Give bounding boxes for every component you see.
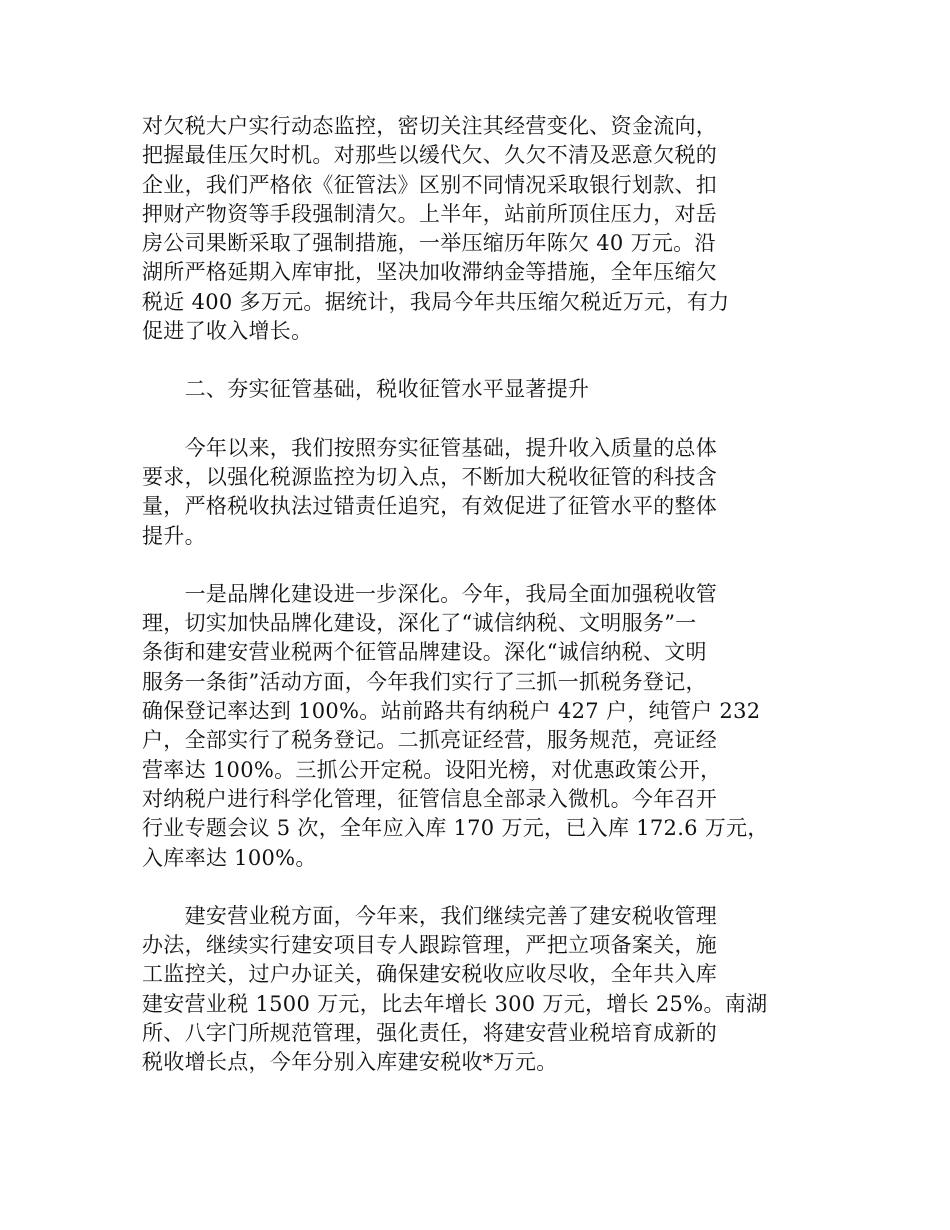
text-line: 建安营业税 1500 万元，比去年增长 300 万元，增长 25%。南湖 [142,991,768,1016]
text-line: 办法，继续实行建安项目专人跟踪管理，严把立项备案关，施 [142,933,718,958]
text-line: 促进了收入增长。 [142,319,313,344]
text-line: 确保登记率达到 100%。站前路共有纳税户 427 户，纯管户 232 [142,699,761,724]
text-line: 对欠税大户实行动态监控，密切关注其经营变化、资金流向， [142,114,718,138]
text-line: 对纳税户进行科学化管理，征管信息全部录入微机。今年召开 [142,786,718,811]
paragraph-spacer [142,405,814,434]
text-line: 建安营业税方面，今年来，我们继续完善了建安税收管理 [142,903,718,928]
text-line: 量，严格税收执法过错责任追究，有效促进了征管水平的整体 [142,494,718,519]
text-line: 理，切实加快品牌化建设，深化了“诚信纳税、文明服务”一 [142,611,697,636]
paragraph-spacer [142,873,814,902]
text-line: 入库率达 100%。 [142,845,317,870]
text-line: 要求，以强化税源监控为切入点，不断加大税收征管的科技含 [142,464,718,489]
document-body [142,112,814,1078]
text-line: 今年以来，我们按照夯实征管基础，提升收入质量的总体 [142,435,718,460]
text-line: 户，全部实行了税务登记。二抓亮证经营，服务规范，亮证经 [142,728,718,753]
paragraph-overview [142,434,814,551]
text-line: 把握最佳压欠时机。对那些以缓代欠、久欠不清及恶意欠税的 [142,143,718,168]
text-line: 工监控关，过户办证关，确保建安税收应收尽收，全年共入库 [142,962,718,987]
text-line: 行业专题会议 5 次，全年应入库 170 万元，已入库 172.6 万元， [142,816,769,841]
paragraph-spacer [142,551,814,580]
text-line: 押财产物资等手段强制清欠。上半年，站前所顶住压力，对岳 [142,201,718,226]
section-heading [142,375,814,404]
text-line: 税近 400 多万元。据统计，我局今年共压缩欠税近万元，有力 [142,289,730,314]
paragraph-branding [142,580,814,873]
text-line: 所、八字门所规范管理，强化责任，将建安营业税培育成新的 [142,1021,718,1046]
text-line: 营率达 100%。三抓公开定税。设阳光榜，对优惠政策公开， [142,757,722,782]
text-line: 一是品牌化建设进一步深化。今年，我局全面加强税收管 [142,581,718,606]
heading-line: 二、夯实征管基础，税收征管水平显著提升 [142,377,590,402]
text-line: 企业，我们严格依《征管法》区别不同情况采取银行划款、扣 [142,172,718,197]
text-line: 房公司果断采取了强制措施，一举压缩历年陈欠 40 万元。沿 [142,231,716,256]
text-line: 服务一条街”活动方面，今年我们实行了三抓一抓税务登记， [142,669,707,694]
text-line: 湖所严格延期入库审批，坚决加收滞纳金等措施，全年压缩欠 [142,260,718,285]
text-line: 条街和建安营业税两个征管品牌建设。深化“诚信纳税、文明 [142,640,707,665]
text-line: 税收增长点，今年分别入库建安税收*万元。 [142,1050,558,1075]
paragraph-spacer [142,346,814,375]
paragraph-arrears-control [142,112,814,346]
paragraph-construction-tax [142,902,814,1078]
text-line: 提升。 [142,523,206,548]
